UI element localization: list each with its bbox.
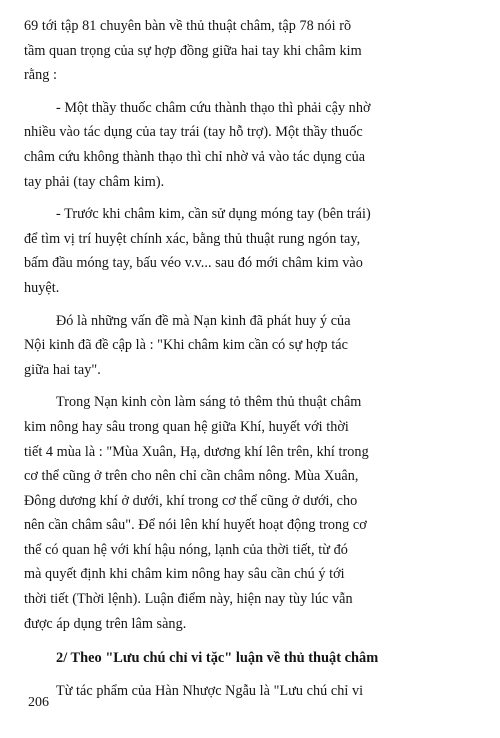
page-body: [24, 14, 486, 703]
text-line: 69 tới tập 81 chuyên bàn về thủ thuật châm, tập 78 nói rõ: [24, 18, 352, 34]
text-line: thể có quan hệ với khí hậu nóng, lạnh của thời tiết, từ đó: [24, 541, 348, 558]
paragraph: [24, 14, 486, 88]
text-line: tầm quan trọng của sự hợp đồng giữa hai tay khi châm kim: [24, 42, 362, 59]
text-line: cơ thể cũng ở trên cho nên chỉ cần châm nông. Mùa Xuân,: [24, 468, 359, 485]
text-line: Đông dương khí ở dưới, khí trong cơ thể cũng ở dưới, cho: [24, 492, 358, 509]
text-line: để tìm vị trí huyệt chính xác, bằng thủ thuật rung ngón tay,: [24, 230, 361, 247]
paragraph: [24, 309, 486, 383]
text-line: bấm đầu móng tay, bấu véo v.v... sau đó mới châm kim vào: [24, 255, 363, 272]
page-number: 206: [28, 695, 49, 710]
text-line: mà quyết định khi châm kim nông hay sâu cần chú ý tới: [24, 566, 345, 583]
text-line: giữa hai tay".: [24, 361, 101, 378]
text-line: Đó là những vấn đề mà Nạn kinh đã phát huy ý của: [56, 312, 351, 329]
text-line: Từ tác phẩm của Hàn Nhược Ngẫu là "Lưu chú chỉ vi: [56, 682, 364, 699]
text-line: tiết 4 mùa là : "Mùa Xuân, Hạ, dương khí lên trên, khí trong: [24, 443, 369, 460]
text-line: nhiều vào tác dụng của tay trái (tay hỗ trợ). Một thầy thuốc: [24, 124, 363, 141]
text-line: tay phải (tay châm kim).: [24, 173, 165, 190]
paragraph: [24, 96, 486, 194]
text-line: thời tiết (Thời lệnh). Luận điểm này, hiện nay tùy lúc vẫn: [24, 591, 353, 608]
text-line: huyệt.: [24, 279, 60, 296]
text-line: châm cứu không thành thạo thì chỉ nhờ vả vào tác dụng của: [24, 148, 366, 165]
text-line: được áp dụng trên lâm sàng.: [24, 615, 187, 632]
text-line: - Một thầy thuốc châm cứu thành thạo thì phải cậy nhờ: [56, 99, 371, 116]
text-line: Trong Nạn kinh còn làm sáng tỏ thêm thủ thuật châm: [56, 394, 362, 411]
text-line: Nội kinh đã đề cập là : "Khi châm kim cần có sự hợp tác: [24, 337, 348, 354]
text-line: nên cần châm sâu". Để nói lên khí huyết hoạt động trong cơ: [24, 517, 367, 534]
text-line: rằng :: [24, 67, 57, 84]
paragraph: [24, 390, 486, 636]
paragraph: [24, 679, 486, 704]
paragraph: [24, 202, 486, 300]
text-line: - Trước khi châm kim, cần sử dụng móng tay (bên trái): [56, 206, 371, 223]
section-heading: 2/ Theo "Lưu chú chỉ vi tặc" luận về thủ thuật châm: [56, 650, 379, 667]
text-line: kim nông hay sâu trong quan hệ giữa Khí, huyết với thời: [24, 418, 349, 435]
